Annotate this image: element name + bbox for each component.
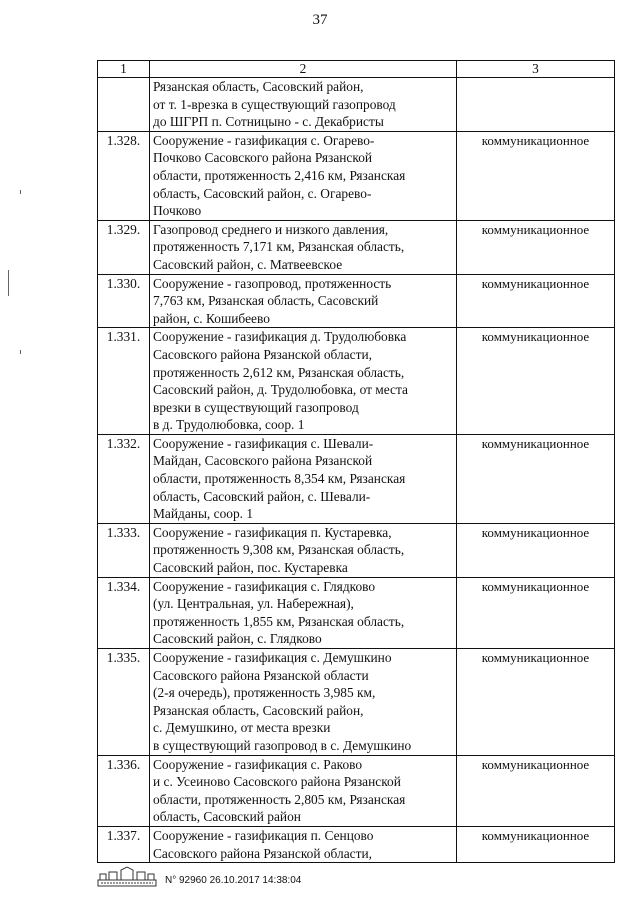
description-line: Сасовский район, с. Глядково xyxy=(153,631,322,647)
object-description xyxy=(150,220,457,274)
description-line: Сасовского района Рязанской области xyxy=(153,667,369,683)
description-line: протяженность 7,171 км, Рязанская область, xyxy=(153,239,405,255)
scan-mark xyxy=(20,350,21,354)
row-number: 1.335. xyxy=(98,649,150,756)
table-row xyxy=(98,220,615,274)
row-number: 1.336. xyxy=(98,755,150,826)
description-line: Сасовский район, пос. Кустаревка xyxy=(153,560,348,576)
row-number: 1.332. xyxy=(98,434,150,523)
object-description xyxy=(150,755,457,826)
description-line: Майдан, Сасовского района Рязанской xyxy=(153,453,373,469)
object-type xyxy=(457,826,615,862)
object-description xyxy=(150,434,457,523)
description-line: Сооружение - газификация с. Раково xyxy=(153,756,363,772)
registry-table xyxy=(97,60,615,863)
description-line: 7,763 км, Рязанская область, Сасовский xyxy=(153,293,379,309)
description-line: область, Сасовский район, с. Огарево- xyxy=(153,185,372,201)
object-description xyxy=(150,274,457,328)
row-number: 1.331. xyxy=(98,328,150,435)
description-line: Сооружение - газопровод, протяженность xyxy=(153,275,392,291)
registration-stamp: N° 92960 26.10.2017 14:38:04 xyxy=(165,875,302,886)
object-type xyxy=(457,523,615,577)
description-line: Сооружение - газификация п. Сенцово xyxy=(153,827,374,843)
registry-logo-icon xyxy=(97,866,157,888)
table-row xyxy=(98,523,615,577)
description-line: Сооружение - газификация с. Шевали- xyxy=(153,435,374,451)
description-line: Сооружение - газификация д. Трудолюбовка xyxy=(153,329,407,345)
description-line: протяженность 9,308 км, Рязанская область, xyxy=(153,542,405,558)
description-line: (ул. Центральная, ул. Набережная), xyxy=(153,596,354,612)
object-type xyxy=(457,274,615,328)
description-line: Майданы, соор. 1 xyxy=(153,506,254,522)
description-line: и с. Усеиново Сасовского района Рязанской xyxy=(153,774,401,790)
row-number xyxy=(98,78,150,132)
row-number: 1.330. xyxy=(98,274,150,328)
object-type xyxy=(457,131,615,220)
object-type-label: коммуникационное xyxy=(481,578,590,594)
description-line: (2-я очередь), протяженность 3,985 км, xyxy=(153,685,376,701)
table-row xyxy=(98,649,615,756)
description-line: в д. Трудолюбовка, соор. 1 xyxy=(153,417,305,433)
description-line: Газопровод среднего и низкого давления, xyxy=(153,221,389,237)
table-row xyxy=(98,328,615,435)
table-row xyxy=(98,78,615,132)
object-type xyxy=(457,434,615,523)
description-line: врезки в существующий газопровод xyxy=(153,399,359,415)
object-type-label: коммуникационное xyxy=(481,435,590,451)
page-number: 37 xyxy=(312,12,328,28)
object-type xyxy=(457,220,615,274)
object-type-label: коммуникационное xyxy=(481,827,590,843)
object-type xyxy=(457,649,615,756)
description-line: Сасовского района Рязанской области, xyxy=(153,346,372,362)
description-line: Рязанская область, Сасовский район, xyxy=(153,79,364,94)
table-row xyxy=(98,434,615,523)
description-line: Почково xyxy=(153,203,202,219)
object-type xyxy=(457,78,615,132)
object-description xyxy=(150,826,457,862)
row-number: 1.329. xyxy=(98,220,150,274)
table-header-row xyxy=(98,61,615,78)
row-number: 1.337. xyxy=(98,826,150,862)
table-row xyxy=(98,577,615,648)
object-type-label: коммуникационное xyxy=(481,132,590,148)
description-line: район, с. Кошибеево xyxy=(153,310,270,326)
scan-mark xyxy=(20,190,21,194)
table-row xyxy=(98,826,615,862)
description-line: с. Демушкино, от места врезки xyxy=(153,720,331,736)
table-row xyxy=(98,131,615,220)
object-type-label: коммуникационное xyxy=(481,221,590,237)
object-type xyxy=(457,577,615,648)
description-line: Сасовского района Рязанской области, xyxy=(153,845,372,861)
description-line: области, протяженность 2,416 км, Рязанская xyxy=(153,167,406,183)
description-line: протяженность 1,855 км, Рязанская область, xyxy=(153,613,405,629)
object-description xyxy=(150,649,457,756)
table-row xyxy=(98,755,615,826)
object-type-label: коммуникационное xyxy=(481,756,590,772)
description-line: Сооружение - газификация с. Глядково xyxy=(153,578,376,594)
description-line: протяженность 2,612 км, Рязанская область, xyxy=(153,364,405,380)
description-line: Сооружение - газификация с. Огарево- xyxy=(153,132,375,148)
description-line: области, протяженность 8,354 км, Рязанская xyxy=(153,471,406,487)
object-description xyxy=(150,131,457,220)
object-type-label: коммуникационное xyxy=(481,524,590,540)
description-line: Почково Сасовского района Рязанской xyxy=(153,150,373,166)
description-line: область, Сасовский район xyxy=(153,809,301,825)
description-line: в существующий газопровод в с. Демушкино xyxy=(153,737,412,753)
row-number: 1.328. xyxy=(98,131,150,220)
object-description xyxy=(150,328,457,435)
object-description xyxy=(150,523,457,577)
object-type-label: коммуникационное xyxy=(481,275,590,291)
description-line: от т. 1-врезка в существующий газопровод xyxy=(153,96,396,112)
object-type xyxy=(457,755,615,826)
object-description xyxy=(150,577,457,648)
row-number: 1.333. xyxy=(98,523,150,577)
row-number: 1.334. xyxy=(98,577,150,648)
header-col-2: 2 xyxy=(150,61,457,78)
footer xyxy=(97,866,397,892)
table-row xyxy=(98,274,615,328)
description-line: Сооружение - газификация с. Демушкино xyxy=(153,650,392,665)
object-description xyxy=(150,78,457,132)
description-line: области, протяженность 2,805 км, Рязанская xyxy=(153,791,406,807)
description-line: область, Сасовский район, с. Шевали- xyxy=(153,488,371,504)
header-col-1: 1 xyxy=(98,61,150,78)
object-type xyxy=(457,328,615,435)
description-line: до ШГРП п. Сотницыно - с. Декабристы xyxy=(153,114,384,130)
header-col-3: 3 xyxy=(457,61,615,78)
description-line: Сооружение - газификация п. Кустаревка, xyxy=(153,524,392,540)
description-line: Сасовский район, д. Трудолюбовка, от места xyxy=(153,382,408,398)
scan-mark xyxy=(8,270,9,296)
description-line: Рязанская область, Сасовский район, xyxy=(153,702,364,718)
object-type-label: коммуникационное xyxy=(481,650,590,665)
object-type-label: коммуникационное xyxy=(481,329,590,345)
description-line: Сасовский район, с. Матвеевское xyxy=(153,256,343,272)
